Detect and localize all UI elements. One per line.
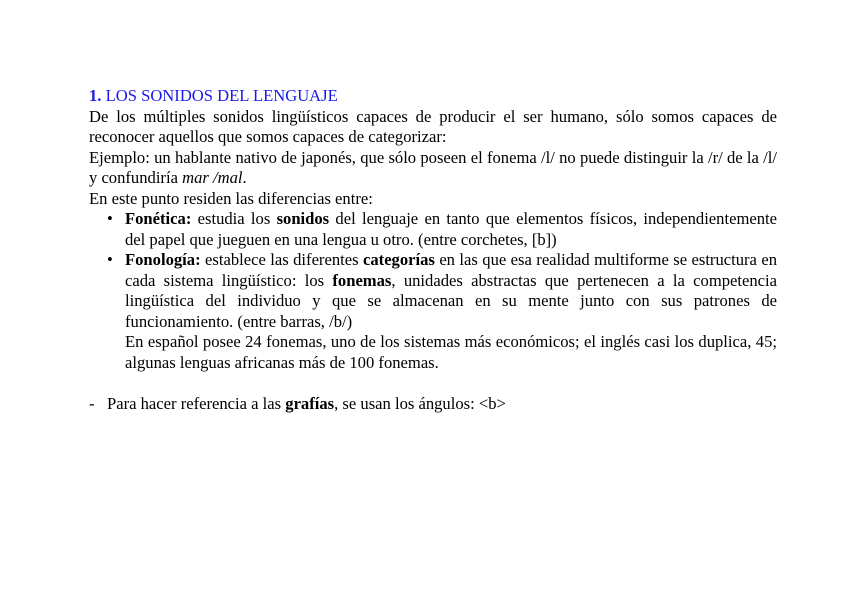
intro-paragraph: De los múltiples sonidos lingüísticos capaces de producir el ser humano, sólo somos capaces de reconocer aquellos que somos capaces de categorizar: [89,106,777,146]
term-fonemas: fonemas [332,270,392,290]
fonologia-text-mid: en las que esa realidad multiforme se estructura en cada sistema lingüístico: los [125,250,778,290]
fonetica-text-post: del lenguaje en tanto que elementos físicos, independientemente del papel que jueguen en una lengua u otro. (entre corchetes, [b]) [125,209,777,249]
bullet-icon: • [107,250,113,269]
blank-line [89,373,777,394]
bullet-icon: • [107,209,113,228]
fonologia-text-post: , unidades abstractas que pertenecen a la competencia lingüística del individuo y que se almacenan en su mente junto con sus patrones de funcionamiento. (entre barras, /b/) [125,270,778,331]
example-word-mar: mar [182,168,209,187]
example-end: . [242,168,247,187]
section-title: LOS SONIDOS DEL LENGUAJE [101,86,338,105]
fonetica-text-pre: estudia los [191,209,277,228]
differences-intro: En este punto residen las diferencias entre: [89,188,373,208]
fonologia-text-pre: establece las diferentes [200,250,363,269]
document-page [89,86,777,414]
example-word-mal: /mal [208,168,243,187]
term-sonidos: sonidos [276,209,330,228]
list-item-fonetica [107,209,777,250]
section-number: 1. [89,86,102,105]
list-item-fonologia [107,250,778,373]
term-fonetica: Fonética: [125,209,192,228]
grafias-text-post: , se usan los ángulos: <b> [334,393,506,413]
fonologia-extra: En español posee 24 fonemas, uno de los sistemas más económicos; el inglés casi los duplica, 45; algunas lenguas africanas más de 100 fonemas. [125,332,777,372]
term-fonologia: Fonología: [125,250,201,269]
example-text: Ejemplo: un hablante nativo de japonés, que sólo poseen el fonema /l/ no puede distinguir la /r/ de la /l/ y confundiría [89,147,777,187]
term-grafias: grafías [285,393,335,413]
example-paragraph [89,148,777,189]
grafias-item [89,394,777,415]
dash-marker: - [89,393,95,413]
differences-list [89,209,777,373]
grafias-text-pre: Para hacer referencia a las [107,393,286,413]
term-categorias: categorías [363,250,435,269]
section-heading [89,86,777,107]
